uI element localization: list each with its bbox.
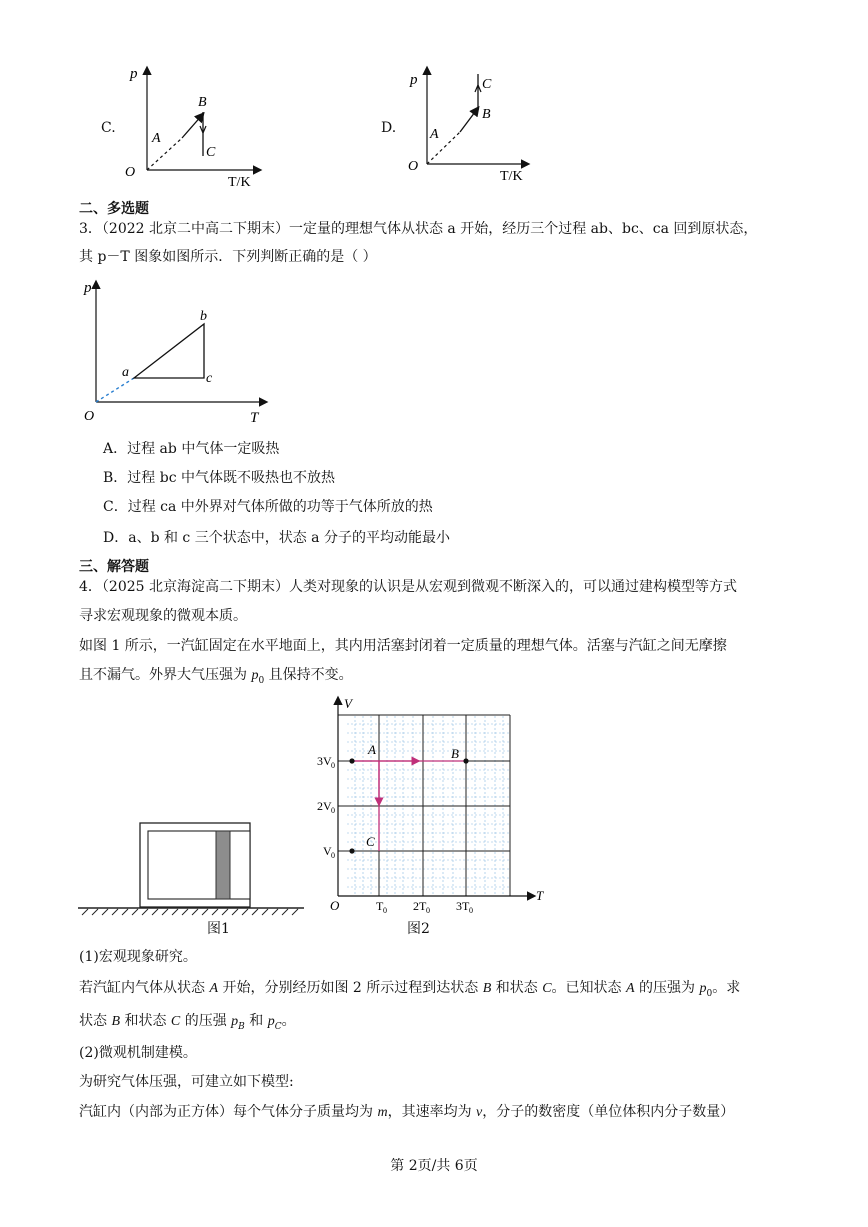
section-2-title: 二、多选题 <box>79 201 149 217</box>
q4-line-4: 且不漏气。外界大气压强为 $p_0$ 且保持不变。 <box>79 667 353 686</box>
segment-ab <box>182 114 203 138</box>
q3-option-b: B．过程 bc 中气体既不吸热也不放热 <box>103 470 335 486</box>
svg-text:T: T <box>376 899 384 913</box>
figure-1-caption: 图1 <box>207 921 230 937</box>
svg-text:b: b <box>200 309 207 324</box>
svg-text:T: T <box>536 888 544 903</box>
svg-text:B: B <box>451 746 459 761</box>
q3-line-2: 其 p－T 图象如图所示．下列判断正确的是（ ） <box>79 249 377 265</box>
svg-text:C: C <box>482 77 492 92</box>
page-footer: 第 2页/共 6页 <box>390 1158 478 1174</box>
svg-text:p: p <box>84 280 92 296</box>
c-b-label: B <box>198 95 207 110</box>
part-1-line-1: 若汽缸内气体从状态 A 开始，分别经历如图 2 所示过程到达状态 B 和状态 C。已知状态 A 的压强为 $p_0$。求 <box>79 980 741 999</box>
svg-text:A: A <box>430 127 439 142</box>
section-3-title: 三、解答题 <box>79 559 149 575</box>
q3-option-c: C．过程 ca 中外界对气体所做的功等于气体所放的热 <box>103 499 433 515</box>
svg-text:0: 0 <box>331 761 335 770</box>
part-2-line-1: 为研究气体压强，可建立如下模型: <box>79 1074 294 1090</box>
part-1-title: (1)宏观现象研究。 <box>79 949 197 965</box>
svg-text:C: C <box>366 834 375 849</box>
figure-2-caption: 图2 <box>407 921 430 937</box>
q3-option-d: D．a、b 和 c 三个状态中，状态 a 分子的平均动能最小 <box>103 530 450 546</box>
svg-text:2T: 2T <box>413 899 427 913</box>
figure-2-vt-graph <box>310 692 550 922</box>
svg-text:0: 0 <box>426 906 430 915</box>
svg-text:O: O <box>330 898 340 913</box>
q3-option-a: A．过程 ab 中气体一定吸热 <box>103 441 280 457</box>
part-2-line-2: 汽缸内（内部为正方体）每个气体分子质量均为 m，其速率均为 v，分子的数密度（单位体积内分子数量） <box>79 1104 735 1120</box>
svg-text:T: T <box>250 410 259 426</box>
figure-1-cylinder <box>78 815 308 920</box>
c-t-label: T/K <box>228 175 251 190</box>
svg-text:2V: 2V <box>317 799 332 813</box>
c-o-label: O <box>125 165 136 180</box>
svg-text:3T: 3T <box>456 899 470 913</box>
part-2-title: (2)微观机制建模。 <box>79 1045 197 1061</box>
svg-text:A: A <box>368 742 376 757</box>
svg-text:3V: 3V <box>317 754 332 768</box>
part-1-line-2: 状态 B 和状态 C 的压强 $p_B$ 和 $p_C$。 <box>79 1013 296 1032</box>
svg-text:V: V <box>323 844 332 858</box>
c-p-label: p <box>130 66 138 82</box>
svg-text:0: 0 <box>383 906 387 915</box>
svg-text:T/K: T/K <box>500 169 523 184</box>
option-c-label: C. <box>101 120 116 136</box>
option-c-figure <box>120 60 270 190</box>
svg-text:a: a <box>122 365 129 380</box>
option-d-label: D. <box>381 120 397 136</box>
svg-text:O: O <box>84 409 95 424</box>
c-a-label: A <box>152 131 161 146</box>
svg-text:p: p <box>410 72 418 88</box>
svg-text:0: 0 <box>469 906 473 915</box>
svg-text:c: c <box>206 371 213 386</box>
svg-text:0: 0 <box>331 851 335 860</box>
c-c-label: C <box>206 145 216 160</box>
svg-text:0: 0 <box>331 806 335 815</box>
svg-text:O: O <box>408 159 419 174</box>
q3-line-1: 3．（2022 北京二中高二下期末）一定量的理想气体从状态 a 开始，经历三个过程 ab、bc、ca 回到原状态， <box>79 221 758 237</box>
q4-line-2: 寻求宏观现象的微观本质。 <box>79 608 247 624</box>
q4-line-3: 如图 1 所示，一汽缸固定在水平地面上，其内用活塞封闭着一定质量的理想气体。活塞与汽缸之间无摩擦 <box>79 638 727 654</box>
option-d-figure <box>400 60 550 190</box>
q4-line-1: 4．（2025 北京海淀高二下期末）人类对现象的认识是从宏观到微观不断深入的，可以通过建构模型等方式 <box>79 579 737 595</box>
svg-text:V: V <box>344 696 352 711</box>
q3-figure <box>78 276 278 428</box>
svg-text:B: B <box>482 107 491 122</box>
